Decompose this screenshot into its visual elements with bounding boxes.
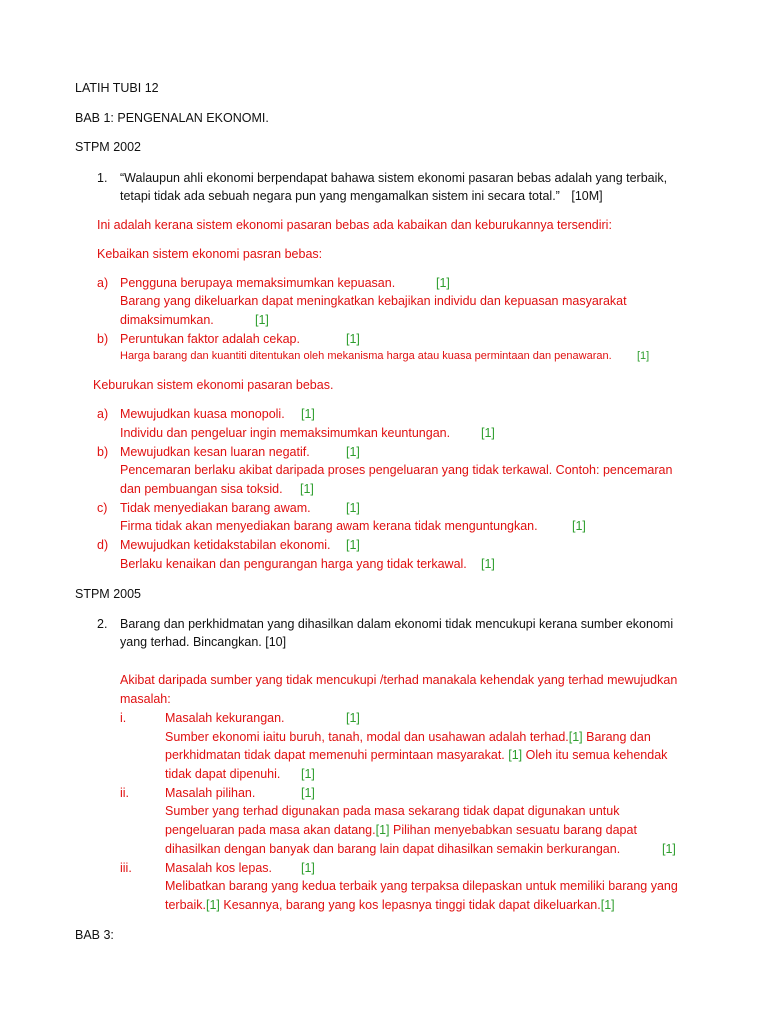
explanation-text: Barang dan	[586, 730, 651, 744]
mark-tag: [1]	[301, 786, 315, 800]
question-text: “Walaupun ahli ekonomi berpendapat bahawa sistem ekonomi pasaran bebas adalah yang terbaik,	[120, 171, 668, 185]
point-explanation	[165, 822, 637, 838]
answer-intro: Akibat daripada sumber yang tidak mencukupi /terhad manakala kehendak yang terhad mewujudkan	[120, 673, 678, 687]
mark-tag: [1]	[346, 501, 360, 515]
mark-tag: [1]	[346, 332, 360, 346]
point-explanation: Firma tidak akan menyediakan barang awam kerana tidak menguntungkan.	[120, 519, 538, 533]
mark-tag: [1]	[346, 711, 360, 725]
explanation-text: pengeluaran pada masa akan datang.	[165, 823, 376, 837]
question-text-line: tetapi tidak ada sebuah negara pun yang mengamalkan sistem ini secara total.”	[120, 189, 560, 203]
explanation-text: perkhidmatan tidak dapat memenuhi permintaan masyarakat.	[165, 748, 505, 762]
question-number: 2.	[97, 617, 108, 631]
answer-intro: Ini adalah kerana sistem ekonomi pasaran bebas ada kabaikan dan keburukannya tersendiri:	[97, 218, 612, 232]
explanation-text: Kesannya, barang yang kos lepasnya tinggi tidak dapat dikeluarkan.	[223, 898, 601, 912]
answer-intro: masalah:	[120, 692, 171, 706]
mark-tag: [1]	[508, 748, 523, 762]
exam-year-heading: STPM 2002	[75, 140, 142, 154]
point-title: Masalah pilihan.	[165, 786, 256, 800]
point-title: Masalah kekurangan.	[165, 711, 285, 725]
question-number: 1.	[97, 171, 108, 185]
point-title: Masalah kos lepas.	[165, 861, 273, 875]
explanation-text: terbaik.	[165, 898, 206, 912]
mark-tag: [1]	[662, 842, 676, 856]
doc-title: LATIH TUBI 12	[75, 81, 159, 95]
mark-tag: [1]	[600, 898, 615, 912]
point-label: b)	[97, 445, 109, 459]
point-label: iii.	[120, 861, 132, 875]
point-explanation: Barang yang dikeluarkan dapat meningkatkan kebajikan individu dan kepuasan masyarakat	[120, 294, 627, 308]
mark-tag: [1]	[255, 313, 269, 327]
point-explanation: Pencemaran berlaku akibat daripada proses pengeluaran yang tidak terkawal. Contoh: pencemaran	[120, 463, 673, 477]
mark-tag: [1]	[481, 426, 495, 440]
chapter-heading: BAB 1: PENGENALAN EKONOMI.	[75, 111, 269, 125]
point-label: d)	[97, 538, 109, 552]
point-label: i.	[120, 711, 127, 725]
section-heading: Kebaikan sistem ekonomi pasran bebas:	[97, 247, 323, 261]
point-title: Pengguna berupaya memaksimumkan kepuasan.	[120, 276, 396, 290]
point-title: Tidak menyediakan barang awam.	[120, 501, 311, 515]
mark-tag: [1]	[481, 557, 495, 571]
section-heading: Keburukan sistem ekonomi pasaran bebas.	[93, 378, 334, 392]
point-explanation: Berlaku kenaikan dan pengurangan harga yang tidak terkawal.	[120, 557, 467, 571]
point-label: c)	[97, 501, 108, 515]
point-explanation	[165, 729, 651, 745]
point-explanation	[165, 747, 667, 763]
exam-year-heading: STPM 2005	[75, 587, 142, 601]
point-title: Peruntukan faktor adalah cekap.	[120, 332, 300, 346]
question-text	[120, 188, 603, 204]
point-explanation: dihasilkan dengan banyak dan barang lain dapat dihasilkan semakin berkurangan.	[165, 842, 621, 856]
point-label: b)	[97, 332, 109, 346]
mark-tag: [1]	[436, 276, 450, 290]
point-explanation: dan pembuangan sisa toksid.	[120, 482, 283, 496]
point-explanation: dimaksimumkan.	[120, 313, 214, 327]
mark-tag: [1]	[568, 730, 583, 744]
point-title: Mewujudkan ketidakstabilan ekonomi.	[120, 538, 331, 552]
mark-tag: [1]	[375, 823, 390, 837]
mark-tag: [1]	[346, 445, 360, 459]
explanation-text: Sumber ekonomi iaitu buruh, tanah, modal dan usahawan adalah terhad.	[165, 730, 569, 744]
point-title: Mewujudkan kesan luaran negatif.	[120, 445, 310, 459]
mark-tag: [1]	[301, 407, 315, 421]
point-explanation: Individu dan pengeluar ingin memaksimumkan keuntungan.	[120, 426, 451, 440]
question-text: yang terhad. Bincangkan. [10]	[120, 635, 287, 649]
point-label: ii.	[120, 786, 130, 800]
mark-tag: [1]	[637, 350, 650, 362]
mark-tag: [1]	[206, 898, 220, 912]
explanation-text: Pilihan menyebabkan sesuatu barang dapat	[392, 823, 637, 837]
point-explanation: Melibatkan barang yang kedua terbaik yang terpaksa dilepaskan untuk memiliki barang yang	[165, 879, 678, 893]
point-explanation: Sumber yang terhad digunakan pada masa sekarang tidak dapat digunakan untuk	[165, 804, 620, 818]
explanation-text: Oleh itu semua kehendak	[525, 748, 668, 762]
chapter-heading: BAB 3:	[75, 928, 114, 942]
mark-allocation: [10M]	[571, 189, 603, 203]
point-label: a)	[97, 276, 109, 290]
point-explanation: tidak dapat dipenuhi.	[165, 767, 281, 781]
point-explanation	[165, 897, 615, 913]
mark-tag: [1]	[301, 767, 315, 781]
mark-tag: [1]	[301, 861, 315, 875]
point-label: a)	[97, 407, 109, 421]
mark-tag: [1]	[572, 519, 586, 533]
point-explanation: Harga barang dan kuantiti ditentukan oleh mekanisma harga atau kuasa permintaan dan penawaran.	[120, 350, 612, 362]
mark-tag: [1]	[346, 538, 360, 552]
mark-tag: [1]	[300, 482, 314, 496]
question-text: Barang dan perkhidmatan yang dihasilkan dalam ekonomi tidak mencukupi kerana sumber ekonomi	[120, 617, 674, 631]
point-title: Mewujudkan kuasa monopoli.	[120, 407, 285, 421]
